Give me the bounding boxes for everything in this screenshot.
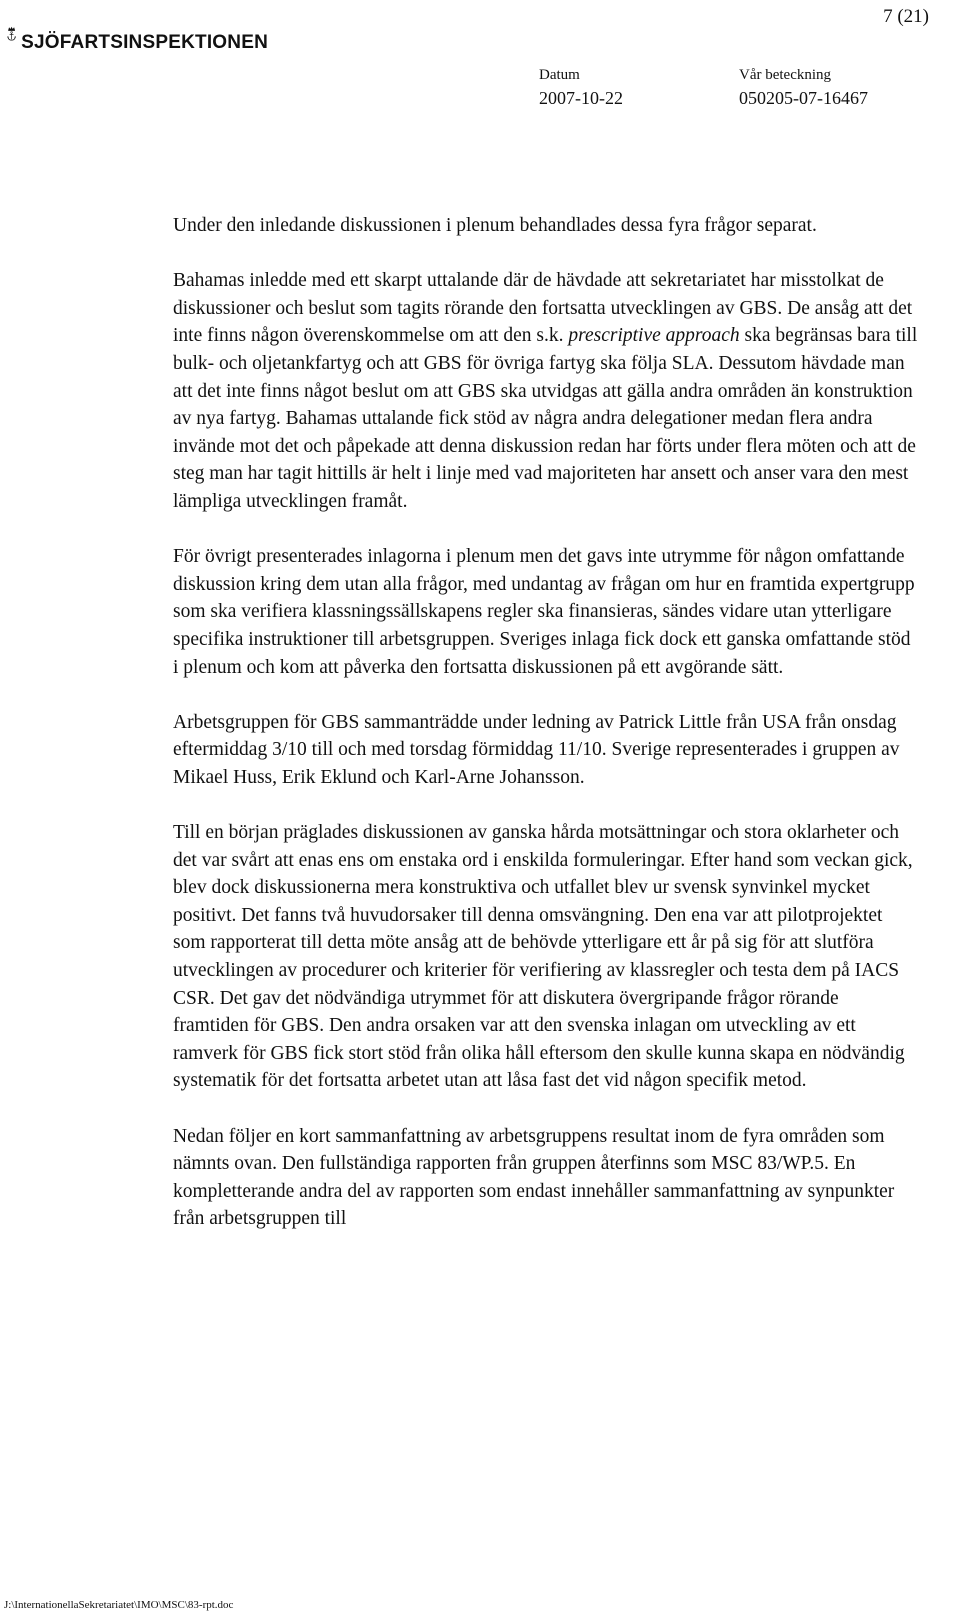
page-number: 7 (21) — [883, 6, 929, 27]
paragraph-2-text-a: Bahamas inledde med ett skarpt uttalande där de hävdade att sekretariatet har misstolkat de diskussioner och beslut som tagits rörande den fortsatta utvecklingen av GBS. De ansåg att det inte finns någon överenskommelse om att den s.k. — [173, 270, 913, 347]
date-label: Datum — [539, 67, 580, 83]
date-value: 2007-10-22 — [539, 88, 623, 108]
crown-anchor-icon — [6, 6, 17, 62]
paragraph-3: För övrigt presenterades inlagorna i plenum men det gavs inte utrymme för någon omfattande diskussion kring dem utan alla frågor, med undantag av frågan om hur en framtida expertgrupp som ska verifiera klassningssällskapens regler ska finansieras, sändes vidare utan ytterligare specifika instruktioner till arbetsgruppen. Sveriges inlaga fick dock ett ganska omfattande stöd i plenum och kom att påverka den fortsatta diskussionen på ett avgörande sätt. — [173, 546, 915, 678]
paragraph-2 — [173, 267, 918, 515]
reference-label: Vår beteckning — [739, 67, 832, 83]
paragraph-1: Under den inledande diskussionen i plenum behandlades dessa fyra frågor separat. — [173, 215, 817, 236]
paragraph-4: Arbetsgruppen för GBS sammanträdde under ledning av Patrick Little från USA från onsdag eftermiddag 3/10 till och med torsdag förmiddag 11/10. Sverige representerades i gruppen av Mikael Huss, Erik Eklund och Karl-Arne Johansson. — [173, 711, 900, 788]
paragraph-5: Till en början präglades diskussionen av ganska hårda motsättningar och stora oklarheter och det var svårt att enas ens om enstaka ord i enskilda formuleringar. Efter hand som veckan gick, blev dock diskussionerna mera konstruktiva och utfallet blev ur svensk synvinkel mycket positivt. Det fanns två huvudorsaker till denna omsvängning. Den ena var att pilotprojektet som rapporterat till detta möte ansåg att de behövde ytterligare ett år på sig för att slutföra utvecklingen av procedurer och kriterier för verifiering av klassregler och testa dem på IACS CSR. Det gav det nödvändiga utrymmet för att diskutera övergripande frågor rörande framtiden för GBS. Den andra orsaken var att den svenska inlagan om utveckling av ett ramverk för GBS fick stort stöd från olika håll eftersom den skulle kunna skapa en nödvändig systematik för det fortsatta arbetet utan att låsa fast det vid någon specifik metod. — [173, 822, 913, 1092]
paragraph-2-italic-term: prescriptive approach — [568, 325, 740, 347]
reference-block — [739, 67, 868, 110]
reference-value: 050205-07-16467 — [739, 88, 868, 108]
paragraph-2-text-b: ska begränsas bara till bulk- och oljetankfartyg och att GBS för övriga fartyg ska följa SLA. Dessutom hävdade man att det inte finns något beslut om att GBS ska utvidgas att gälla andra områden än konstruktion av nya fartyg. Bahamas uttalande fick stöd av några andra delegationer medan flera andra invände mot det och påpekade att denna diskussion redan har förts under flera möten och att de steg man har tagit hittills är helt i linje med vad majoriteten har ansett och anser vara den mest lämpliga utvecklingen framåt. — [173, 325, 918, 512]
paragraph-6: Nedan följer en kort sammanfattning av arbetsgruppens resultat inom de fyra områden som nämnts ovan. Den fullständiga rapporten från gruppen återfinns som MSC 83/WP.5. En kompletterande andra del av rapporten som endast innehåller sammanfattning av synpunkter från arbetsgruppen till — [173, 1125, 895, 1230]
date-block — [539, 67, 623, 110]
footer-file-path: J:\InternationellaSekretariatet\IMO\MSC\83-rpt.doc — [4, 1599, 234, 1611]
organization-name: SJÖFARTSINSPEKTIONEN — [21, 32, 268, 53]
document-body — [173, 212, 918, 1233]
organization-logo — [6, 4, 268, 64]
